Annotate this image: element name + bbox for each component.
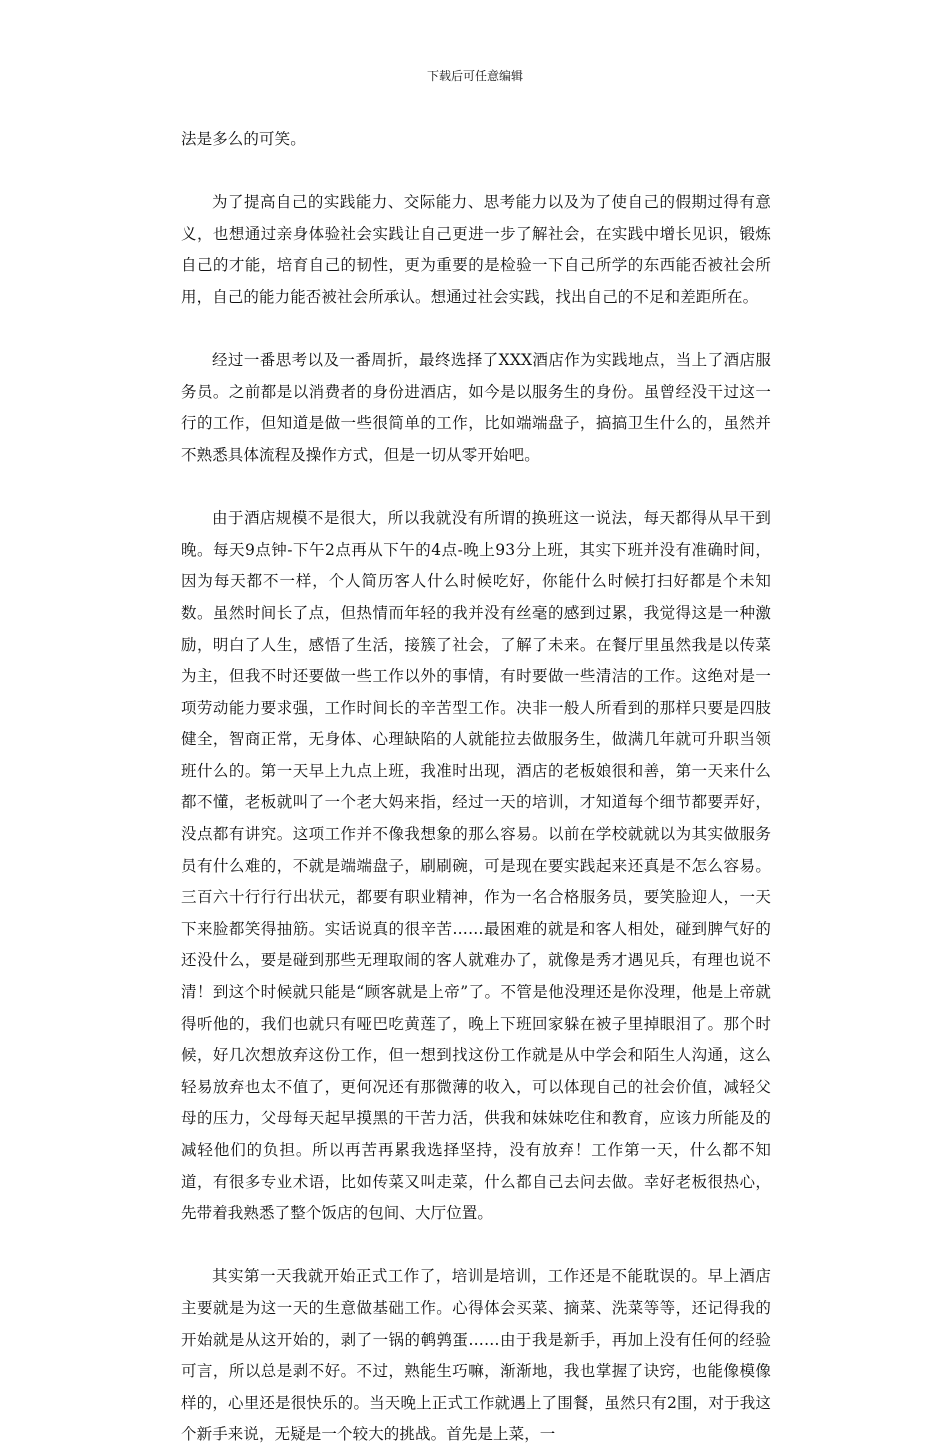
paragraph-first-day: 其实第一天我就开始正式工作了，培训是培训，工作还是不能耽误的。早上酒店主要就是为这一天的生意做基础工作。心得体会买菜、摘菜、洗菜等等，还记得我的开始就是从这开始的，剥了一锅的鹌鹑蛋……由于我是新手，再加上没有任何的经验可言，所以总是剥不好。不过，熟能生巧嘛，渐渐地，我也掌握了诀窍，也能像模像样的，心里还是很快乐的。当天晚上正式工作就遇上了围餐，虽然只有2围，对于我这个新手来说，无疑是一个较大的挑战。首先是上菜，一 bbox=[181, 1267, 771, 1444]
document-body bbox=[181, 124, 771, 1451]
page-header: 下载后可任意编辑 bbox=[426, 69, 523, 83]
paragraph-choice: 经过一番思考以及一番周折，最终选择了XXX酒店作为实践地点，当上了酒店服务员。之前都是以消费者的身份进酒店，如今是以服务生的身份。虽曾经没干过这一行的工作，但知道是做一些很简单的工作，比如端端盘子，搞搞卫生什么的，虽然并不熟悉具体流程及操作方式，但是一切从零开始吧。 bbox=[181, 351, 771, 464]
paragraph-purpose: 为了提高自己的实践能力、交际能力、思考能力以及为了使自己的假期过得有意义，也想通过亲身体验社会实践让自己更进一步了解社会，在实践中增长见识，锻炼自己的才能，培育自己的韧性，更为重要的是检验一下自己所学的东西能否被社会所用，自己的能力能否被社会所承认。想通过社会实践，找出自己的不足和差距所在。 bbox=[181, 193, 771, 306]
paragraph-continuation: 法是多么的可笑。 bbox=[181, 130, 306, 148]
paragraph-work-experience: 由于酒店规模不是很大，所以我就没有所谓的换班这一说法，每天都得从早干到晚。每天9点钟-下午2点再从下午的4点-晚上93分上班，其实下班并没有准确时间，因为每天都不一样，个人简历客人什么时候吃好，你能什么时候打扫好都是个未知数。虽然时间长了点，但热情而年轻的我并没有丝毫的感到过累，我觉得这是一种激励，明白了人生，感悟了生活，接簇了社会，了解了未来。在餐厅里虽然我是以传菜为主，但我不时还要做一些工作以外的事情，有时要做一些清洁的工作。这绝对是一项劳动能力要求强，工作时间长的辛苦型工作。决非一般人所看到的那样只要是四肢健全，智商正常，无身体、心理缺陷的人就能拉去做服务生，做满几年就可升职当领班什么的。第一天早上九点上班，我准时出现，酒店的老板娘很和善，第一天来什么都不懂，老板就叫了一个老大妈来指，经过一天的培训，才知道每个细节都要弄好，没点都有讲究。这项工作并不像我想象的那么容易。以前在学校就就以为其实做服务员有什么难的，不就是端端盘子，刷刷碗，可是现在要实践起来还真是不怎么容易。三百六十行行行出状元，都要有职业精神，作为一名合格服务员，要笑脸迎人，一天下来脸都笑得抽筋。实话说真的很辛苦……最困难的就是和客人相处，碰到脾气好的还没什么，要是碰到那些无理取闹的客人就难办了，就像是秀才遇见兵，有理也说不清！到这个时候就只能是“顾客就是上帝”了。不管是他没理还是你没理，他是上帝就得听他的，我们也就只有哑巴吃黄莲了，晚上下班回家躲在被子里掉眼泪了。那个时候，好几次想放弃这份工作，但一想到找这份工作就是从中学会和陌生人沟通，这么轻易放弃也太不值了，更何况还有那微薄的收入，可以体现自己的社会价值，减轻父母的压力，父母每天起早摸黑的干苦力活，供我和妹妹吃住和教育，应该力所能及的减轻他们的负担。所以再苦再累我选择坚持，没有放弃！工作第一天，什么都不知道，有很多专业术语，比如传菜又叫走菜，什么都自己去问去做。幸好老板很热心，先带着我熟悉了整个饭店的包间、大厅位置。 bbox=[181, 509, 771, 1223]
